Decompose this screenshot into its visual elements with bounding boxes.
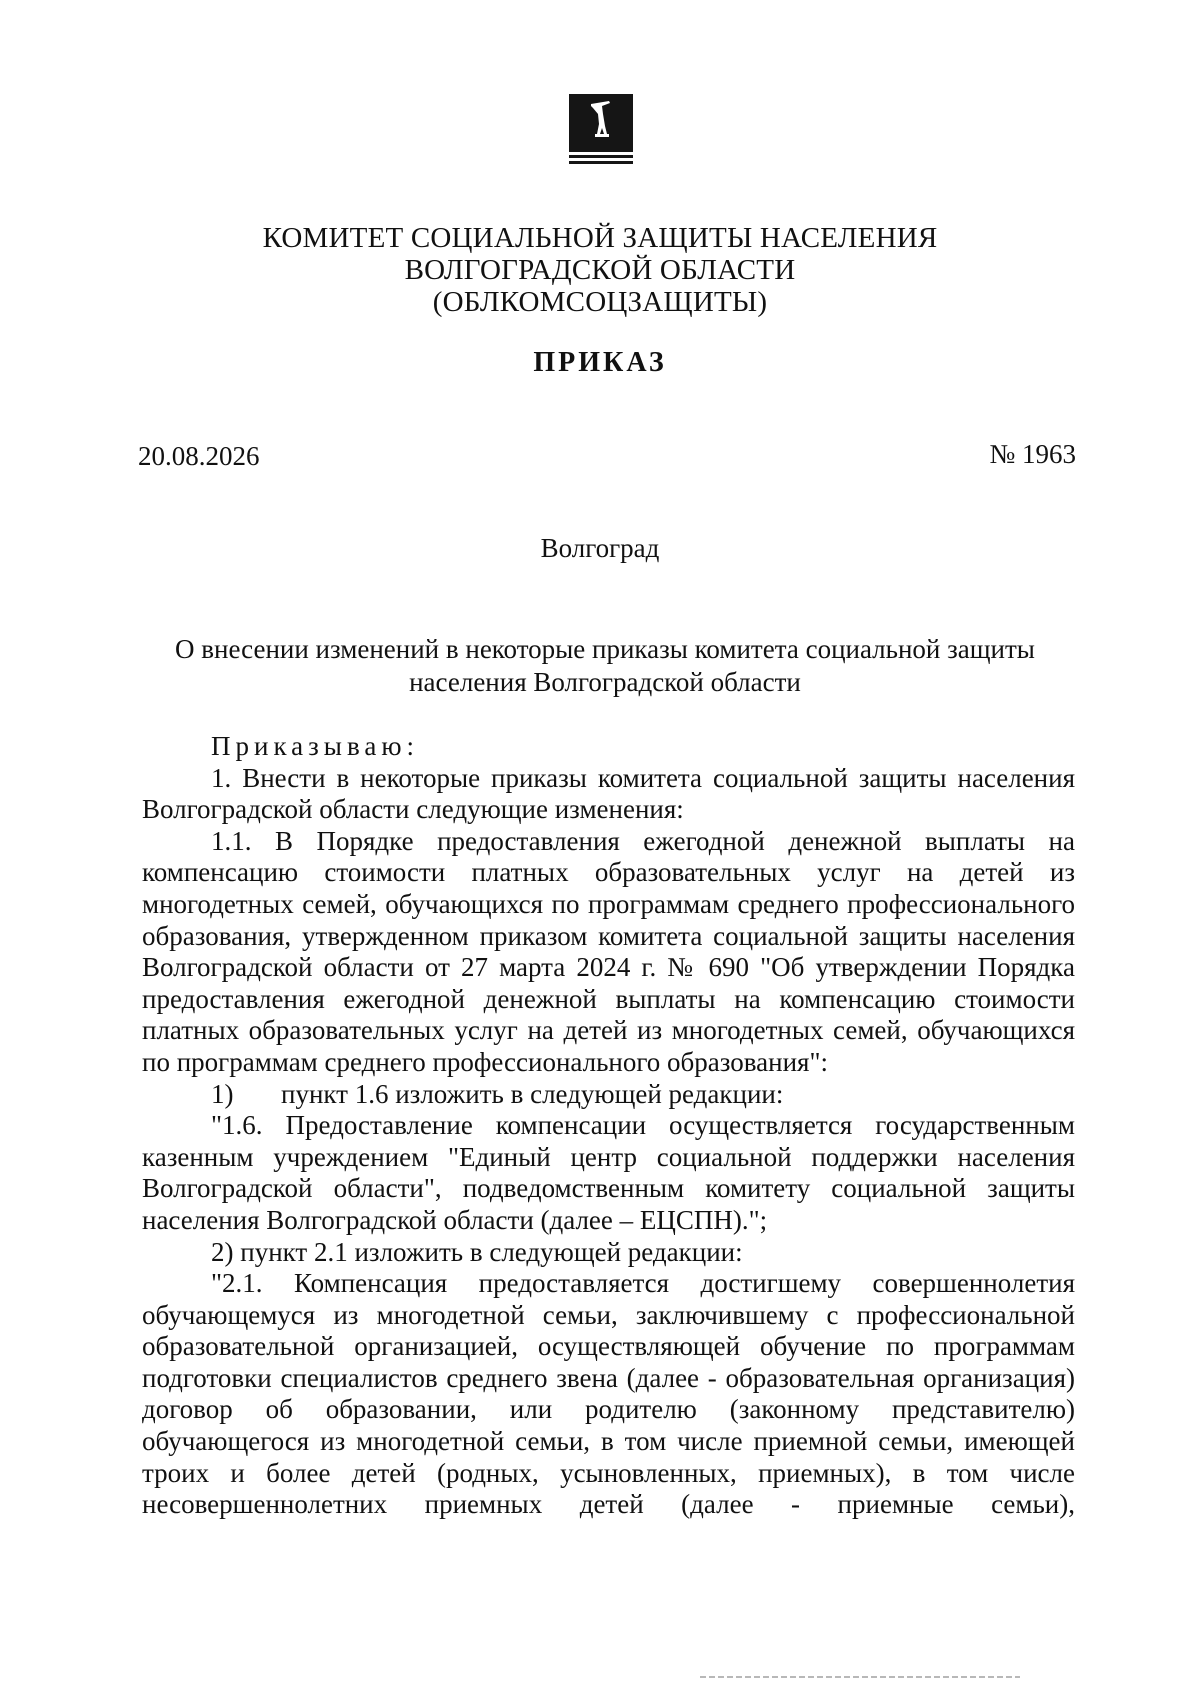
paragraph-1: 1. Внести в некоторые приказы комитета социальной защиты населения Волгоградской области следующие изменения: xyxy=(142,762,1075,825)
coat-of-arms-emblem xyxy=(569,94,633,168)
list-item-1-text: пункт 1.6 изложить в следующей редакции: xyxy=(281,1078,784,1109)
paragraph-1-1: 1.1. В Порядке предоставления ежегодной денежной выплаты на компенсацию стоимости платных образовательных услуг на детей из многодетных семей, обучающихся по программам среднего профессионального образования, утвержденном приказом комитета социальной защиты населения Волгоградской области от 27 марта 2024 г. № 690 "Об утверждении Порядка предоставления ежегодной денежной выплаты на компенсацию стоимости платных образовательных услуг на детей из многодетных семей, обучающихся по программам среднего профессионального образования": xyxy=(142,825,1075,1077)
list-item-2: 2) пункт 2.1 изложить в следующей редакции: xyxy=(211,1236,743,1267)
paragraph-2-1: "2.1. Компенсация предоставляется достигшему совершеннолетия обучающемуся из многодетной семьи, заключившему с профессиональной образовательной организацией, осуществляющей обучение по программам подготовки специалистов среднего звена (далее - образовательная организация) договор об образовании, или родителю (законному представителю) обучающегося из многодетной семьи, в том числе приемной семьи, имеющей троих и более детей (родных, усыновленных, приемных), в том числе несовершеннолетних приемных детей (далее - приемные семьи), xyxy=(142,1268,1075,1520)
document-number: № 1963 xyxy=(989,439,1076,469)
document-type-title: ПРИКАЗ xyxy=(533,347,667,378)
scan-artifact xyxy=(700,1676,1020,1678)
paragraph-1-6: "1.6. Предоставление компенсации осуществляется государственным казенным учреждением "Единый центр социальной поддержки населения Волгоградской области", подведомственным комитету социальной защиты населения Волгоградской области (далее – ЕЦСПН)."; xyxy=(142,1110,1075,1235)
header-line-3: (ОБЛКОМСОЦЗАЩИТЫ) xyxy=(432,286,768,318)
header-line-2: ВОЛГОГРАДСКОЙ ОБЛАСТИ xyxy=(404,254,796,286)
header-line-1: КОМИТЕТ СОЦИАЛЬНОЙ ЗАЩИТЫ НАСЕЛЕНИЯ xyxy=(262,222,938,254)
order-word: Приказываю: xyxy=(211,731,419,761)
document-subject: О внесении изменений в некоторые приказы комитета социальной защиты населения Волгоградской области xyxy=(175,634,1035,697)
list-item-1 xyxy=(142,1079,1075,1111)
document-body xyxy=(142,731,1075,1521)
list-item-1-number: 1) xyxy=(211,1078,234,1109)
document-date: 20.08.2026 xyxy=(138,441,260,471)
document-city: Волгоград xyxy=(540,533,660,563)
